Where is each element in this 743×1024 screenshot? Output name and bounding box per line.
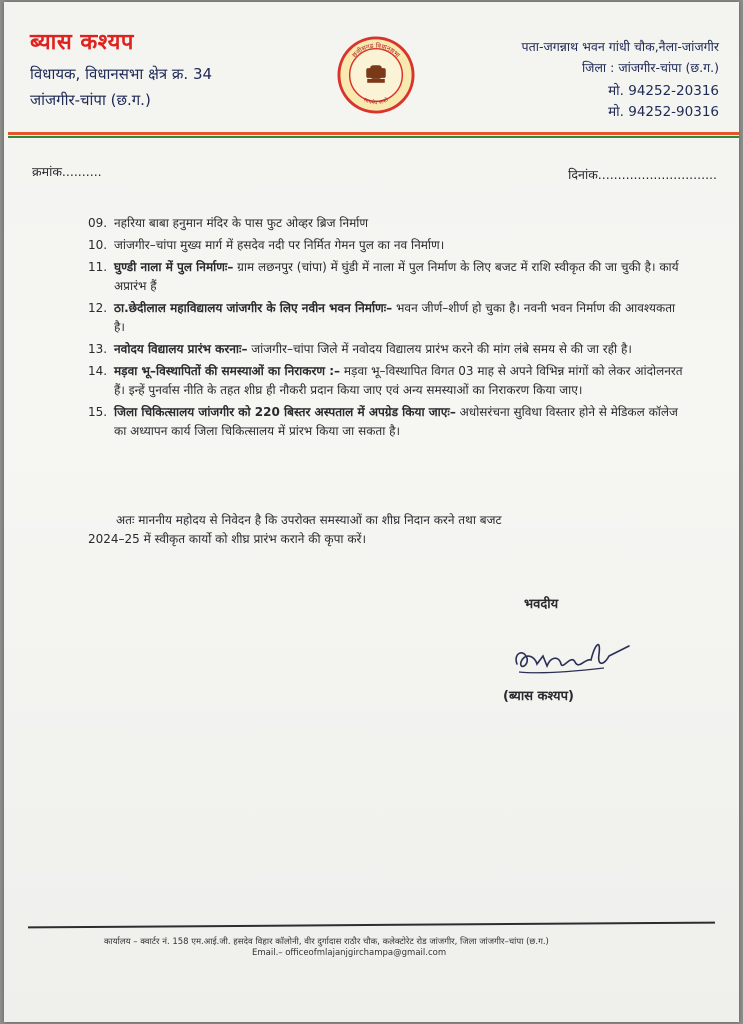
item-number: 12. (88, 301, 108, 315)
item-number: 14. (88, 364, 108, 378)
footer-rule (28, 922, 715, 929)
reference-number: क्रमांक.......... (32, 164, 102, 179)
list-item (88, 258, 688, 296)
item-title: मड़वा भू–विस्थापितों की समस्याओं का निराकरण :– (114, 364, 341, 378)
sender-constituency: जांजगीर-चांपा (छ.ग.) (30, 91, 151, 109)
signatory-name: (ब्यास कश्यप) (503, 689, 574, 704)
item-body: ग्राम लछनपुर (चांपा) में घुंडी में नाला में पुल निर्माण के लिए बजट में राशि स्वीकृत की जा चुकी है। कार्य अप्रारंभ हैं (114, 260, 679, 293)
item-title: घुण्डी नाला में पुल निर्माणः– (114, 260, 234, 274)
list-item (88, 403, 688, 441)
svg-text:सत्यमेव जयते: सत्यमेव जयते (362, 97, 390, 107)
header-rule-saffron (8, 132, 739, 135)
item-body: अधोसरंचना सुविधा विस्तार होने से मेडिकल कॉलेज का अध्यापन कार्य जिला चिकित्सालय में प्रांरभ किया जा सकता है। (114, 405, 678, 438)
item-number: 11. (88, 260, 108, 274)
district-line: जिला : जांजगीर-चांपा (छ.ग.) (581, 60, 719, 75)
address-line: पता-जगन्नाथ भवन गांधी चौक,नैला-जांजगीर (521, 39, 719, 54)
closing-line-2: 2024–25 में स्वीकृत कार्यो को शीघ्र प्रारंभ कराने की कृपा करें। (88, 532, 367, 546)
item-title: नहरिया बाबा हनुमान मंदिर के पास फुट ओव्हर ब्रिज निर्माण (114, 216, 369, 230)
list-item (88, 299, 688, 337)
closing-paragraph (88, 511, 688, 549)
item-number: 10. (88, 238, 108, 252)
list-item (88, 340, 688, 359)
item-title: ठा.छेदीलाल महाविद्यालय जांजगीर के लिए नवीन भवन निर्माणः– (114, 301, 393, 315)
sender-designation: विधायक, विधानसभा क्षेत्र क्र. 34 (30, 65, 213, 83)
list-item (88, 362, 688, 400)
header-rule-green (8, 136, 739, 138)
item-body: जांजगीर–चांपा जिले में नवोदय विद्यालय प्रारंभ करने की मांग लंबे समय से की जा रही है। (247, 342, 632, 356)
item-number: 13. (88, 342, 108, 356)
item-body: भवन जीर्ण–शीर्ण हो चुका है। नवनी भवन निर्माण की आवश्यकता है। (114, 301, 676, 334)
sender-name: ब्यास कश्यप (30, 30, 134, 55)
demand-list (88, 214, 688, 444)
item-number: 15. (88, 405, 108, 419)
phone-2: मो. 94252-90316 (608, 104, 719, 120)
item-number: 09. (88, 216, 108, 230)
date-field: दिनांक.............................. (568, 167, 717, 182)
assembly-seal-icon (337, 36, 415, 114)
office-email: Email.– officeofmlajanjgirchampa@gmail.com (252, 948, 447, 958)
item-title: जांजगीर–चांपा मुख्य मार्ग में हसदेव नदी पर निर्मित गेमन पुल का नव निर्माण। (114, 238, 445, 252)
list-item (88, 214, 688, 233)
item-body: मड़वा भू–विस्थापित विगत 03 माह से अपने विभिन्न मांगों को लेकर आंदोलनरत हैं। इन्हें पुनर्वास नीति के तहत शीघ्र ही नौकरी प्रदान किया जाए एवं अन्य समस्याओं का निराकरण किया जाए। (114, 364, 683, 397)
signature-icon (509, 634, 634, 686)
item-title: नवोदय विद्यालय प्रारंभ करनाः– (114, 342, 248, 356)
svg-text:छत्तीसगढ़ विधानसभा: छत्तीसगढ़ विधानसभा (351, 42, 401, 60)
closing-line-1: अतः माननीय महोदय से निवेदन है कि उपरोक्त समस्याओं का शीघ्र निदान करने तथा बजट (116, 513, 502, 527)
phone-1: मो. 94252-20316 (608, 83, 719, 99)
letter-page (4, 2, 739, 1022)
office-address: कार्यालय – क्वार्टर नं. 158 एम.आई.जी. हसदेव विहार कॉलोनी, वीर दुर्गादास राठौर चौक, कलेक्टोरेट रोड जांजगीर, जिला जांजगीर–चांपा (छ.ग.) (104, 937, 549, 947)
item-title: जिला चिकित्सालय जांजगीर को 220 बिस्तर अस्पताल में अपग्रेड किया जाएः– (114, 405, 456, 419)
list-item (88, 236, 688, 255)
yours-faithfully: भवदीय (524, 597, 559, 612)
